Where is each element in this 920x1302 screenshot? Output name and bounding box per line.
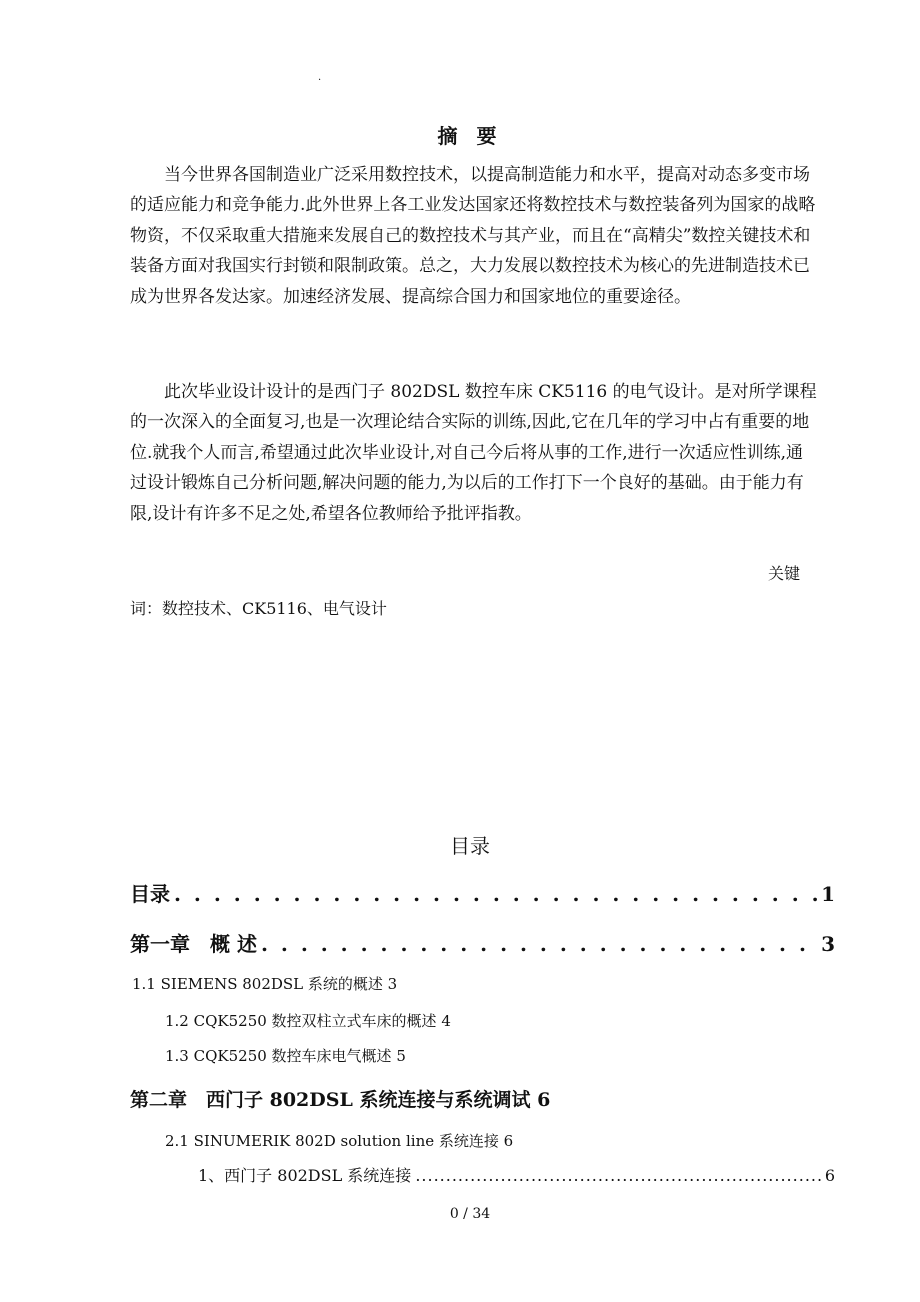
toc-leader [174, 882, 817, 906]
toc-entry[interactable] [130, 928, 835, 957]
abstract-paragraph-2: 此次毕业设计设计的是西门子 802DSL 数控车床 CK5116 的电气设计。是对所学课程的一次深入的全面复习,也是一次理论结合实际的训练,因此,它在几年的学习中占有重要的地位.就我个人而言,希望通过此次毕业设计,对自己今后将从事的工作,进行一次适应性训练,通过设计锻炼自己分析问题,解决问题的能力,为以后的工作打下一个良好的基础。由于能力有限,设计有许多不足之处,希望各位教师给予批评指教。 [130, 382, 817, 524]
toc-entry-label: 1、西门子 802DSL 系统连接 [198, 1166, 412, 1185]
header-mark: . [318, 72, 322, 83]
toc-entry[interactable]: 1.3 CQK5250 数控车床电气概述 5 [165, 1047, 406, 1065]
keywords-label: 关键 [768, 564, 801, 583]
keywords-text: 词：数控技术、CK5116、电气设计 [130, 599, 387, 618]
toc-entry[interactable] [198, 1163, 835, 1186]
toc-entry-label: 第一章 概 述 [130, 932, 257, 956]
page-number: 0 / 34 [449, 1206, 491, 1222]
toc-entry-page: 6 [824, 1166, 835, 1185]
toc-entry[interactable]: 1.2 CQK5250 数控双柱立式车床的概述 4 [165, 1012, 451, 1030]
toc-entry-page: 1 [821, 882, 835, 906]
toc-entry[interactable]: 1.1 SIEMENS 802DSL 系统的概述 3 [132, 975, 398, 993]
abstract-title: 摘 要 [437, 124, 503, 148]
abstract-paragraph-1: 当今世界各国制造业广泛采用数控技术，以提高制造能力和水平，提高对动态多变市场的适应能力和竞争能力.此外世界上各工业发达国家还将数控技术与数控装备列为国家的战略物资，不仅采取重大措施来发展自己的数控技术与其产业，而且在“高精尖”数控关键技术和装备方面对我国实行封锁和限制政策。总之，大力发展以数控技术为核心的先进制造技术已成为世界各发达家。加速经济发展、提高综合国力和国家地位的重要途径。 [130, 165, 816, 307]
toc-entry-label: 目录 [130, 882, 170, 906]
toc-leader [261, 932, 817, 956]
toc-entry[interactable] [130, 878, 835, 907]
toc-title: 目录 [450, 834, 490, 858]
toc-entry[interactable]: 2.1 SINUMERIK 802D solution line 系统连接 6 [165, 1132, 514, 1150]
toc-leader [415, 1166, 821, 1185]
toc-entry-page: 3 [821, 932, 835, 956]
toc-entry[interactable]: 第二章 西门子 802DSL 系统连接与系统调试 6 [130, 1089, 551, 1111]
